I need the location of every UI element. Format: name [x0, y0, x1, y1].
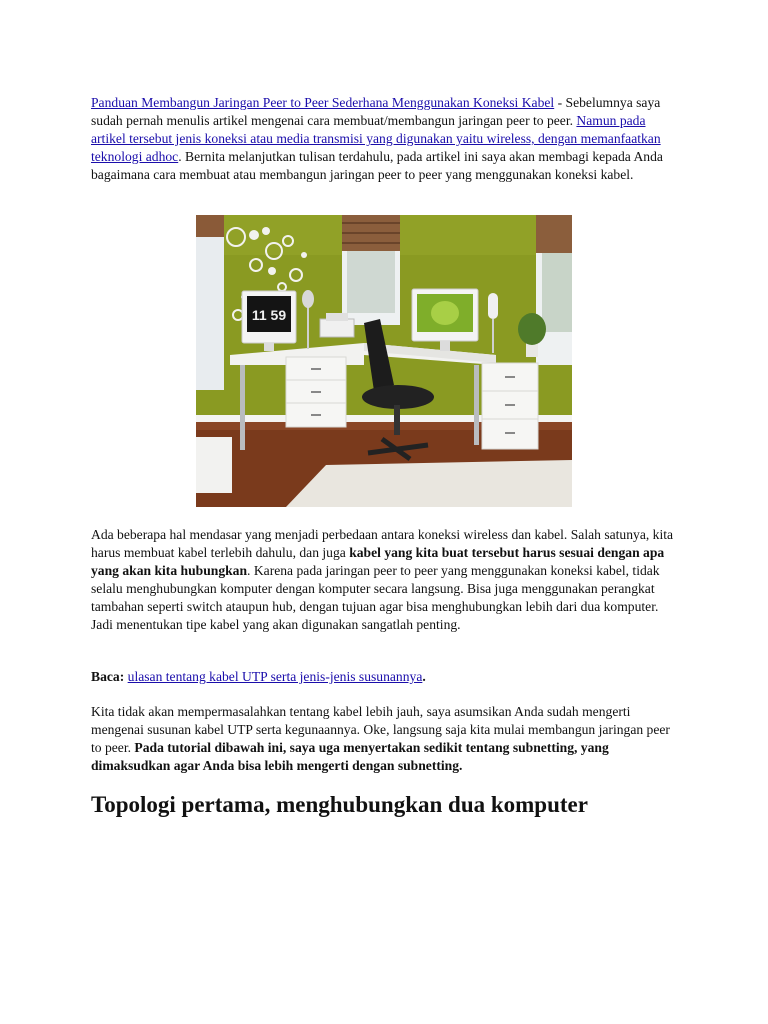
para2-text-1: Ada beberapa hal mendasar yang menjadi perbedaan antara koneksi wireless dan kabel. Salah satunya, kita harus membuat kabel terlebih dahulu, dan juga: [91, 527, 674, 560]
section-heading: Topologi pertama, menghubungkan dua komputer: [91, 792, 588, 817]
read-also-line: [91, 668, 683, 686]
intro-text-2: . Bernita melanjutkan tulisan terdahulu, pada artikel ini saya akan membagi kepada Anda bagaimana cara membuat atau membangun jaringan peer to peer yang menggunakan koneksi kabel.: [91, 149, 663, 182]
intro-paragraph: [91, 94, 683, 184]
title-dash: -: [554, 95, 566, 110]
utp-cable-article-link[interactable]: ulasan tentang kabel UTP serta jenis-jenis susunannya: [127, 669, 423, 684]
para4-text-1: Kita tidak akan mempermasalahkan tentang kabel lebih jauh, saya asumsikan Anda sudah mengerti mengenai susunan kabel UTP serta kegunaannya. Oke, langsung saja kita mulai membangun jaringan peer to peer.: [91, 704, 670, 755]
para2-text-2: . Karena pada jaringan peer to peer yang menggunakan koneksi kabel, tidak selalu menghubungkan komputer dengan komputer secara langsung. Bisa juga menggunakan perangkat tambahan seperti switch ataupun hub, dengan tujuan agar bisa menghubungkan lebih dari dua komputer. Jadi menentukan tipe kabel yang akan digunakan sangatlah penting.: [91, 563, 660, 632]
office-desk-photo: [196, 215, 572, 507]
para4-bold-1: Pada tutorial dibawah ini, saya uga menyertakan sedikit tentang subnetting, yang dimaksudkan agar Anda bisa lebih mengerti dengan subnetting.: [91, 740, 609, 773]
para2-bold-1: kabel yang kita buat tersebut harus sesuai dengan apa yang akan kita hubungkan: [91, 545, 665, 578]
intro-text-1: Sebelumnya saya sudah pernah menulis artikel mengenai cara membuat/membangun jaringan peer to peer.: [91, 95, 661, 128]
previous-article-link[interactable]: Namun pada artikel tersebut jenis koneksi atau media transmisi yang digunakan yaitu wireless, dengan memanfaatkan teknologi adhoc: [91, 113, 661, 164]
article-title-link[interactable]: Panduan Membangun Jaringan Peer to Peer Sederhana Menggunakan Koneksi Kabel: [91, 95, 555, 110]
connection-differences-paragraph: [91, 526, 683, 634]
read-also-period: .: [422, 669, 426, 684]
subnetting-paragraph: [91, 703, 683, 775]
read-also-label: Baca:: [91, 669, 125, 684]
clock-display-text: 11 59: [251, 307, 287, 323]
